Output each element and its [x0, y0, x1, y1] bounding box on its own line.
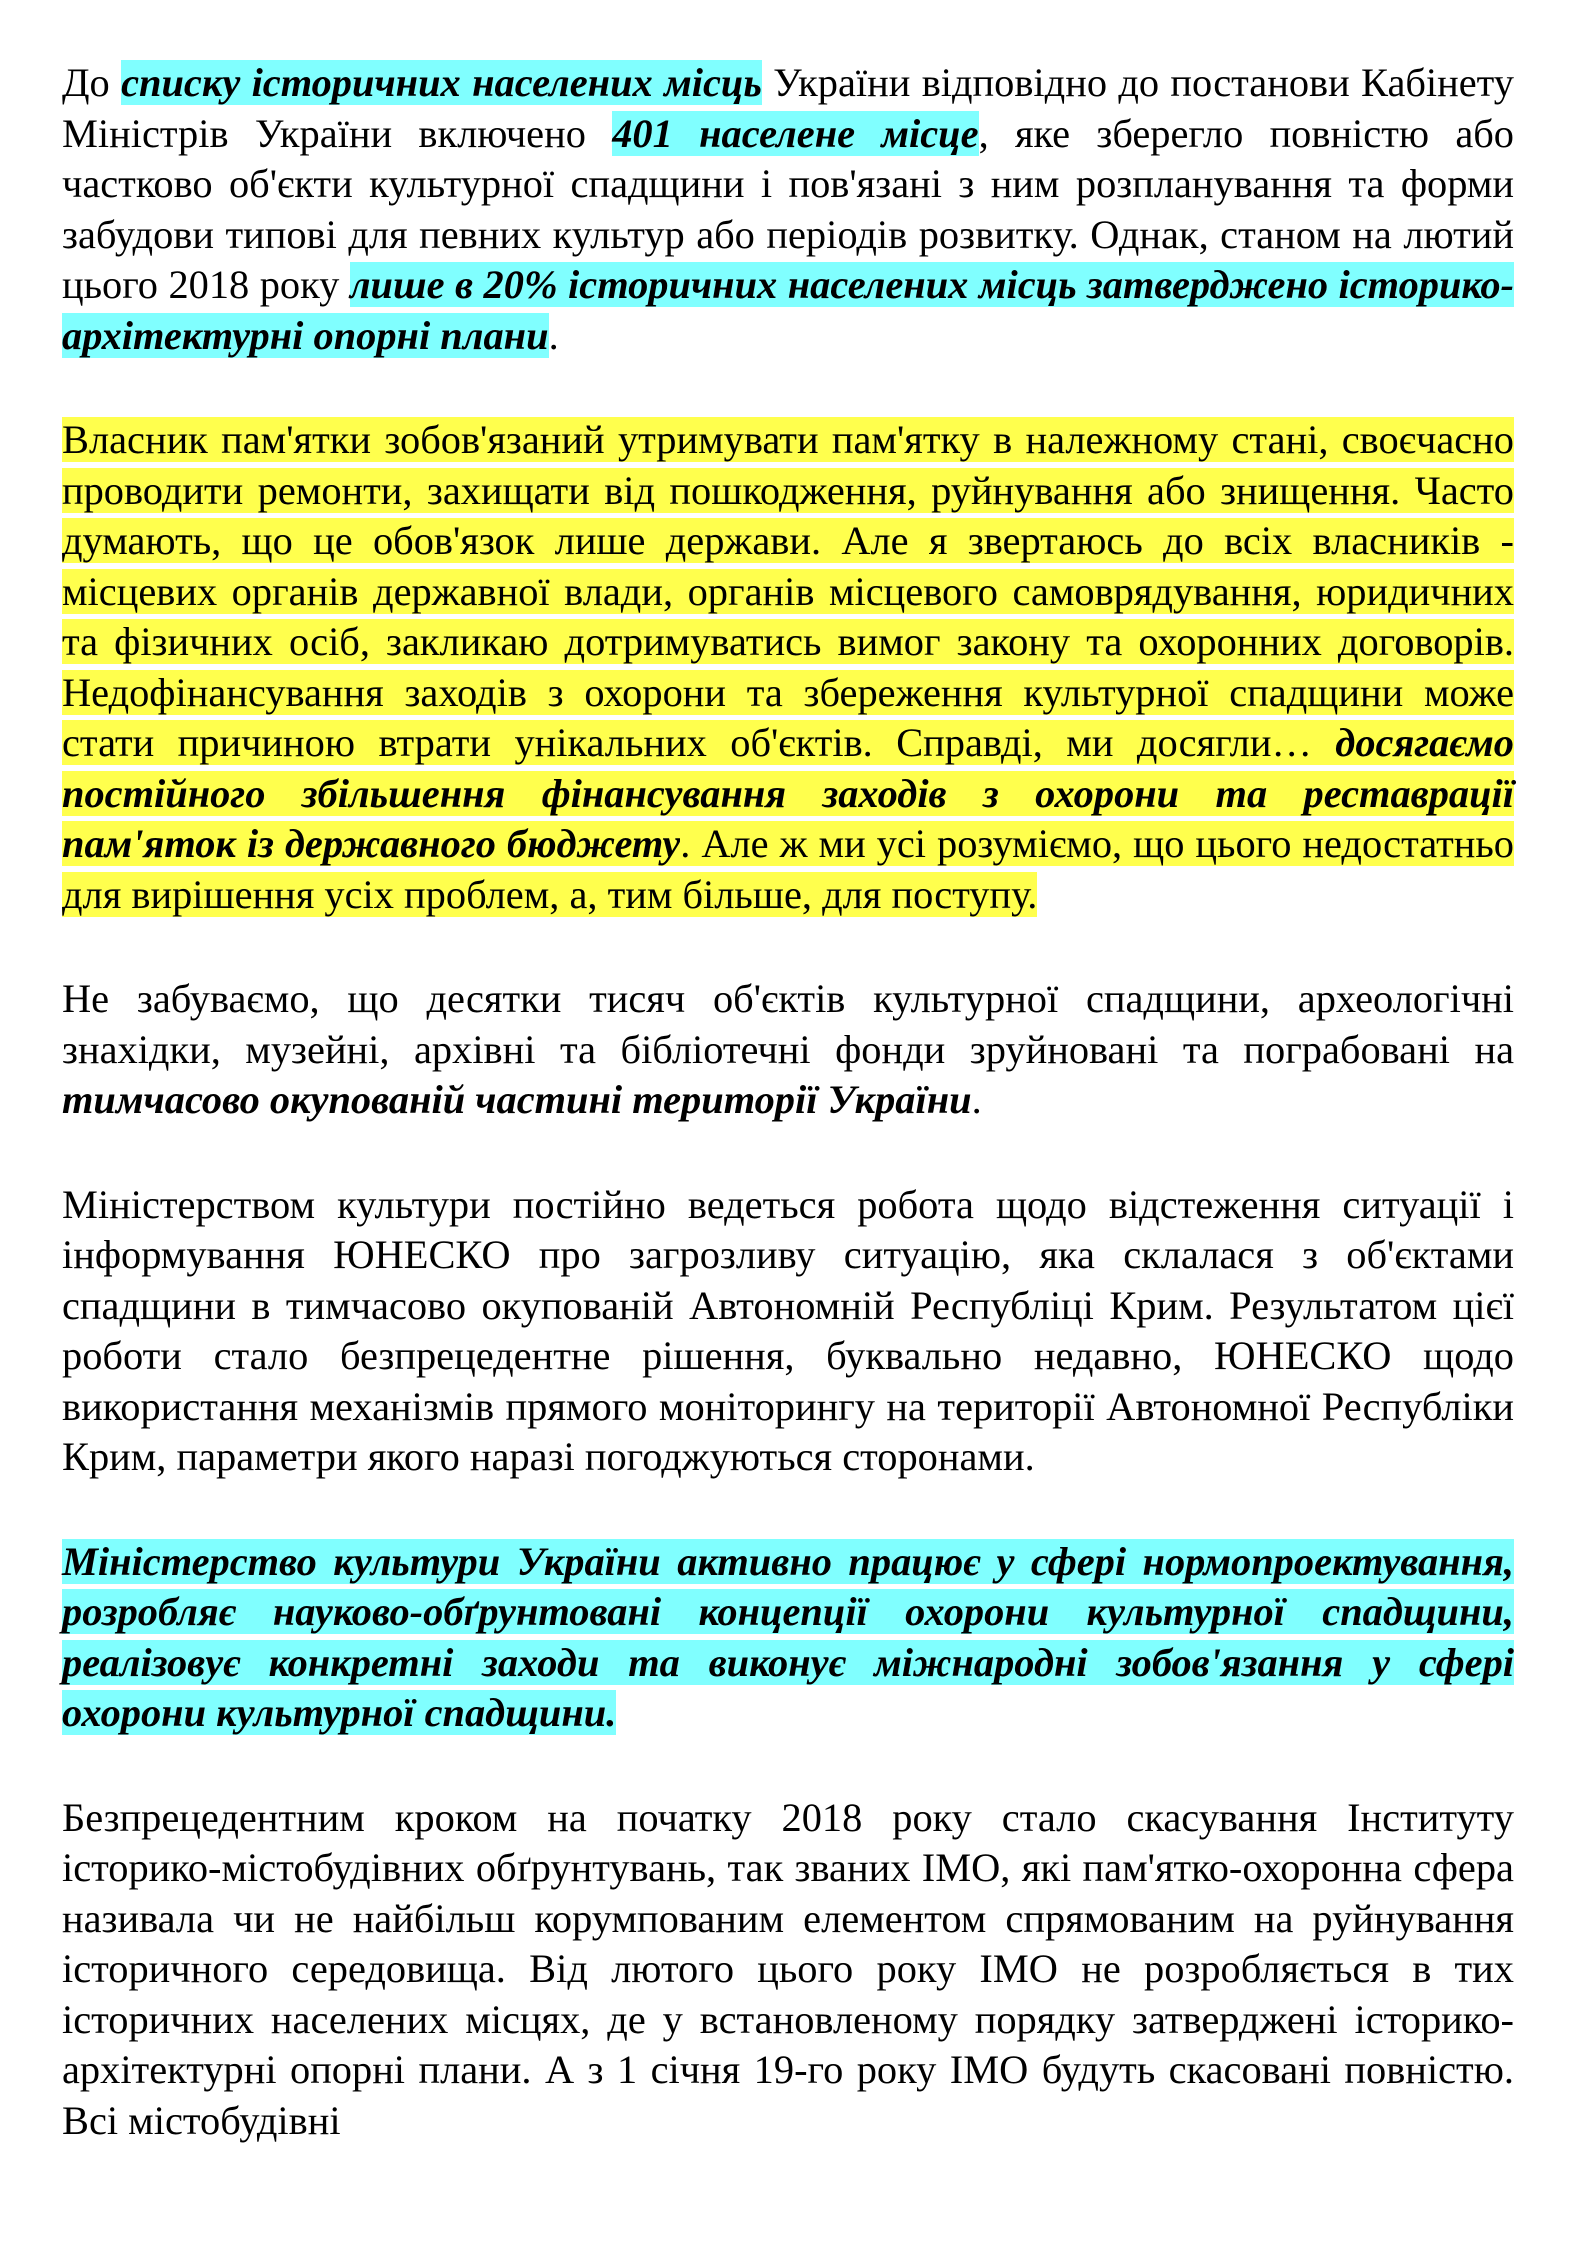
highlighted-text: . Але ж ми усі розуміємо, що цього недостатньо для вирішення усіх проблем, а, тим більше, для поступу. — [62, 821, 1515, 917]
paragraph-ministry-activity — [62, 1537, 1514, 1739]
paragraph-imo-cancellation — [62, 1793, 1514, 2147]
paragraph-occupied-territory — [62, 974, 1514, 1126]
highlighted-emphasis: Міністерство культури України активно працює у сфері нормопроектування, розробляє науково-обґрунтовані концепції охорони культурної спадщини, реалізовує конкретні заходи та виконує міжнародні зобов'язання у сфері охорони культурної спадщини. — [62, 1538, 1514, 1735]
emphasis-text: тимчасово окупованій частині території України — [62, 1077, 972, 1122]
text-segment: . — [971, 1077, 982, 1122]
paragraph-owner-duties — [62, 415, 1514, 920]
highlighted-emphasis: досягаємо постійного збільшення фінансування заходів з охорони та реставрації пам'яток із державного бюджету — [62, 720, 1514, 866]
highlighted-emphasis: списку історичних населених місць — [121, 60, 762, 105]
text-segment: України відповідно до постанови Кабінету Міністрів України включено — [62, 60, 1514, 156]
highlighted-emphasis: лише в 20% історичних населених місць затверджено історико-архітектурні опорні плани — [62, 262, 1514, 358]
text-segment: . — [548, 312, 559, 358]
document-body — [62, 58, 1514, 2200]
highlighted-text: Власник пам'ятки зобов'язаний утримувати пам'ятку в належному стані, своєчасно проводити ремонти, захищати від пошкодження, руйнування або знищення. Часто думають, що це обов'язок лише держави. Але я звертаюсь до всіх власників - місцевих органів державної влади, органів місцевого самоврядування, юридичних та фізичних осіб, закликаю дотримуватись вимог закону та охоронних договорів. Недофінансування заходів з охорони та збереження культурної спадщини може стати причиною втрати унікальних об'єктів. Справді, ми досягли… — [62, 417, 1514, 765]
highlighted-emphasis: 401 населене місце — [612, 110, 979, 156]
paragraph-historic-places — [62, 58, 1514, 361]
paragraph-unesco-monitoring — [62, 1180, 1514, 1483]
text-segment: Не забуваємо, що десятки тисяч об'єктів культурної спадщини, археологічні знахідки, музейні, архівні та бібліотечні фонди зруйновані та пограбовані на — [62, 976, 1514, 1072]
text-segment: До — [62, 60, 122, 105]
text-segment: Міністерством культури постійно ведеться робота щодо відстеження ситуації і інформування ЮНЕСКО про загрозливу ситуацію, яка склалася з об'єктами спадщини в тимчасово окупованій Автономній Республіці Крим. Результатом цієї роботи стало безпрецедентне рішення, буквально недавно, ЮНЕСКО щодо використання механізмів прямого моніторингу на території Автономної Республіки Крим, параметри якого наразі погоджуються сторонами. — [62, 1181, 1514, 1479]
text-segment: , яке зберегло повністю або частково об'єкти культурної спадщини і пов'язані з ним розпланування та форми забудови типові для певних культур або періодів розвитку. Однак, станом на лютий цього 2018 року — [62, 110, 1515, 307]
text-segment: Безпрецедентним кроком на початку 2018 року стало скасування Інституту історико-містобудівних обґрунтувань, так званих ІМО, які пам'ятко-охоронна сфера називала чи не найбільш корумпованим елементом спрямованим на руйнування історичного середовища. Від лютого цього року ІМО не розробляється в тих історичних населених місцях, де у встановленому порядку затверджені історико-архітектурні опорні плани. А з 1 січня 19-го року ІМО будуть скасовані повністю. Всі містобудівні — [62, 1794, 1514, 2143]
